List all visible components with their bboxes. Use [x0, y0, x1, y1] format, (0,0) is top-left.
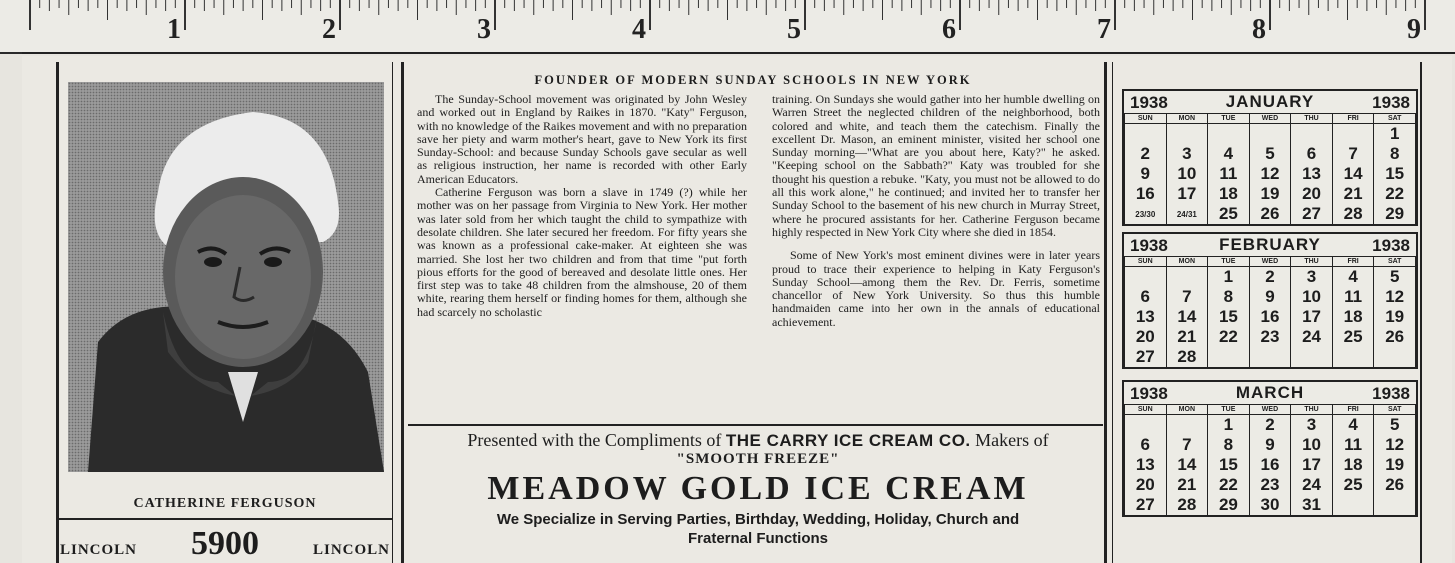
calendar-week: [1125, 164, 1416, 184]
calendar-header: [1124, 234, 1416, 256]
weekday-label: MON: [1166, 405, 1208, 415]
calendar-day: [1208, 124, 1250, 145]
weekday-label: FRI: [1332, 114, 1374, 124]
calendar-week: [1125, 435, 1416, 455]
calendar-week: [1125, 184, 1416, 204]
calendar-day: 25: [1332, 327, 1374, 347]
calendar-day: 3: [1166, 144, 1208, 164]
calendar-day: 19: [1249, 184, 1291, 204]
calendar-day: 29: [1374, 204, 1416, 224]
top-border: [22, 52, 1455, 54]
calendar-day: 6: [1125, 287, 1167, 307]
calendar-day: 25: [1208, 204, 1250, 224]
phone-number: 5900: [191, 525, 259, 562]
calendar-day: 14: [1332, 164, 1374, 184]
calendar-month: MARCH: [1235, 383, 1305, 402]
calendar-day: 2: [1249, 415, 1291, 436]
weekday-label: SUN: [1125, 257, 1167, 267]
weekday-label: SAT: [1374, 114, 1416, 124]
calendar-month: FEBRUARY: [1219, 235, 1321, 254]
weekday-label: THU: [1291, 114, 1333, 124]
calendar-week: [1125, 347, 1416, 367]
ad-specialize: [408, 510, 1108, 548]
calendar-day: 6: [1125, 435, 1167, 455]
ad-tagline: "SMOOTH FREEZE": [676, 451, 840, 467]
calendar-day: 7: [1166, 435, 1208, 455]
calendar-day: 14: [1166, 307, 1208, 327]
calendar-day: 28: [1332, 204, 1374, 224]
calendar-week: [1125, 124, 1416, 145]
calendar-day: 25: [1332, 475, 1374, 495]
ad-divider: [408, 424, 1103, 426]
calendar-day: 18: [1332, 307, 1374, 327]
calendar-day: 30: [1249, 495, 1291, 515]
calendar-grid: [1124, 113, 1416, 224]
weekday-label: WED: [1249, 114, 1291, 124]
calendar-day: 5: [1374, 267, 1416, 288]
calendar-year: 1938: [1130, 236, 1168, 255]
calendar-year: 1938: [1372, 236, 1410, 255]
calendar-day: 23: [1249, 327, 1291, 347]
month-calendar-january: [1122, 89, 1418, 226]
calendar-day: 21: [1332, 184, 1374, 204]
calendar-day: 2: [1125, 144, 1167, 164]
calendar-day: 12: [1249, 164, 1291, 184]
calendar-day: 10: [1291, 287, 1333, 307]
calendar-year: 1938: [1130, 93, 1168, 112]
weekday-label: TUE: [1208, 405, 1250, 415]
calendar-day: 21: [1166, 475, 1208, 495]
phone-line: [60, 525, 390, 563]
calendar-day: 3: [1291, 415, 1333, 436]
calendar-day: 20: [1125, 475, 1167, 495]
ad-makers-text: Makers of: [975, 430, 1049, 450]
article-paragraph: training. On Sundays she would gather into her humble dwelling on Warren Street the neglected children of the neighborhood, both colored and white, and teach them the catechism. Finally the excellent Dr. Mason, an eminent minister, visited her school one Sunday morning—"What are you about here, Katy?" he asked. "Keeping school on the Sabbath?" Katy was troubled for she thought his question a rebuke. "Katy, you must not be allowed to do all this work alone," he continued; and invited her to transfer her Sunday School to the basement of his new church in Murray Street, where he procured assistants for her. Catherine Ferguson became highly respected in New York City where she died in 1854.: [772, 92, 1100, 239]
calendar-day: 15: [1374, 164, 1416, 184]
ruler-ticks: [0, 0, 1455, 52]
calendar-day: 26: [1374, 327, 1416, 347]
weekday-label: WED: [1249, 405, 1291, 415]
calendar-day: [1291, 347, 1333, 367]
weekday-label: SUN: [1125, 405, 1167, 415]
calendar-day: [1374, 347, 1416, 367]
article-column-2: [772, 93, 1100, 329]
calendar-day: 1: [1208, 415, 1250, 436]
calendar-day: [1249, 124, 1291, 145]
weekday-label: THU: [1291, 257, 1333, 267]
calendar-day: 19: [1374, 455, 1416, 475]
calendar-day: 5: [1249, 144, 1291, 164]
calendar-week: [1125, 144, 1416, 164]
calendar-day: 18: [1332, 455, 1374, 475]
calendar-day: 22: [1374, 184, 1416, 204]
calendar-day: [1166, 267, 1208, 288]
calendar-day: 24/31: [1166, 204, 1208, 224]
advertisement: [408, 430, 1108, 548]
calendar-day: 9: [1125, 164, 1167, 184]
calendar-day: 31: [1291, 495, 1333, 515]
ad-company-name: THE CARRY ICE CREAM CO.: [725, 431, 971, 450]
ad-specialize-line-2: Fraternal Functions: [687, 530, 829, 547]
calendar-day: [1166, 415, 1208, 436]
calendar-divider: [1112, 62, 1113, 563]
calendar-header: [1124, 91, 1416, 113]
portrait-caption: CATHERINE FERGUSON: [133, 496, 317, 511]
calendar-day: 22: [1208, 327, 1250, 347]
calendar-day: 4: [1208, 144, 1250, 164]
calendar-week: [1125, 204, 1416, 224]
calendar-day: [1332, 124, 1374, 145]
calendar-day: 26: [1249, 204, 1291, 224]
weekday-label: WED: [1249, 257, 1291, 267]
calendar-day: 23: [1249, 475, 1291, 495]
calendar-day: 22: [1208, 475, 1250, 495]
weekday-label: SAT: [1374, 405, 1416, 415]
calendar-week: [1125, 475, 1416, 495]
calendar-day: 20: [1291, 184, 1333, 204]
calendar-day: 13: [1125, 307, 1167, 327]
calendar-day: 15: [1208, 307, 1250, 327]
portrait-image: [68, 82, 384, 472]
calendar-day: [1125, 267, 1167, 288]
calendar-day: [1166, 124, 1208, 145]
ruler-number: 4: [632, 14, 646, 45]
calendar-year: 1938: [1372, 93, 1410, 112]
calendar-day: 8: [1374, 144, 1416, 164]
calendar-year: 1938: [1130, 384, 1168, 403]
weekday-label: MON: [1166, 114, 1208, 124]
calendar-day: [1208, 347, 1250, 367]
ad-presented-line: [408, 430, 1108, 451]
ruler-number: 3: [477, 14, 491, 45]
calendar-day: 1: [1374, 124, 1416, 145]
ruler-number: 7: [1097, 14, 1111, 45]
calendar-day: 11: [1332, 435, 1374, 455]
calendar-day: 1: [1208, 267, 1250, 288]
portrait-drawing: [68, 82, 384, 472]
calendar-day: [1125, 415, 1167, 436]
ruler-number: 1: [167, 14, 181, 45]
calendar-day: [1332, 495, 1374, 515]
right-border: [1420, 62, 1422, 563]
ruler-number: 5: [787, 14, 801, 45]
calendar-day: 27: [1125, 347, 1167, 367]
calendar-day: [1249, 347, 1291, 367]
calendar-day: 28: [1166, 347, 1208, 367]
calendar-day: 12: [1374, 287, 1416, 307]
article-paragraph: The Sunday-School movement was originated by John Wesley and worked out in England by Raikes in 1870. "Katy" Ferguson, with no knowledge of the Raikes movement and with no preparation save her piety and warm mother's heart, gave to New York its first Sunday-School: and because Sunday Schools gave secular as well as religious instruction, her name is recorded with other Early American Educators.: [417, 92, 747, 186]
calendar-day: 4: [1332, 415, 1374, 436]
ad-presented-text: Presented with the Compliments of: [467, 430, 722, 450]
weekday-label: SAT: [1374, 257, 1416, 267]
calendar-day: [1332, 347, 1374, 367]
calendar-day: 3: [1291, 267, 1333, 288]
calendar-day: 29: [1208, 495, 1250, 515]
calendar-day: 8: [1208, 435, 1250, 455]
ruler-number: 8: [1252, 14, 1266, 45]
calendar-day: 6: [1291, 144, 1333, 164]
calendar-day: 20: [1125, 327, 1167, 347]
calendar-day: 5: [1374, 415, 1416, 436]
calendar-week: [1125, 415, 1416, 436]
ad-brand: MEADOW GOLD ICE CREAM: [487, 470, 1029, 507]
calendar-day: 17: [1291, 307, 1333, 327]
calendar-day: 13: [1125, 455, 1167, 475]
month-calendar-march: [1122, 380, 1418, 517]
calendar-day: 13: [1291, 164, 1333, 184]
ruler-number: 2: [322, 14, 336, 45]
weekday-label: THU: [1291, 405, 1333, 415]
calendar-day: 27: [1125, 495, 1167, 515]
calendar-day: 8: [1208, 287, 1250, 307]
calendar-day: 10: [1291, 435, 1333, 455]
calendar-day: 7: [1166, 287, 1208, 307]
portrait-divider: [392, 62, 393, 563]
calendar-header: [1124, 382, 1416, 404]
calendar-day: 27: [1291, 204, 1333, 224]
ad-specialize-line-1: We Specialize in Serving Parties, Birthday, Wedding, Holiday, Church and: [496, 511, 1020, 528]
article-column-1: [417, 93, 747, 319]
calendar-week: [1125, 307, 1416, 327]
calendar-day: 15: [1208, 455, 1250, 475]
calendar-day: 14: [1166, 455, 1208, 475]
calendar-week: [1125, 455, 1416, 475]
calendar-day: 16: [1125, 184, 1167, 204]
ruler: [0, 0, 1455, 54]
calendar-week: [1125, 327, 1416, 347]
weekday-label: FRI: [1332, 257, 1374, 267]
calendar-year: 1938: [1372, 384, 1410, 403]
calendar-day: 11: [1332, 287, 1374, 307]
calendar-day: 16: [1249, 455, 1291, 475]
calendar-week: [1125, 267, 1416, 288]
article-left-border: [401, 62, 404, 563]
weekday-label: TUE: [1208, 114, 1250, 124]
ruler-number: 9: [1407, 14, 1421, 45]
phone-exchange-left: LINCOLN: [60, 542, 138, 558]
calendar-day: [1291, 124, 1333, 145]
weekday-label: MON: [1166, 257, 1208, 267]
calendar-day: 17: [1166, 184, 1208, 204]
weekday-label: SUN: [1125, 114, 1167, 124]
calendar-month: JANUARY: [1225, 92, 1315, 111]
calendar-day: [1374, 495, 1416, 515]
calendar-day: 7: [1332, 144, 1374, 164]
article-title: FOUNDER OF MODERN SUNDAY SCHOOLS IN NEW YORK: [534, 73, 972, 87]
calendar-day: 26: [1374, 475, 1416, 495]
left-border: [56, 62, 59, 563]
article-paragraph: Catherine Ferguson was born a slave in 1749 (?) while her mother was on her passage from Virginia to New York. Her mother was later sold from her which taught the child to sympathize with desolate children. She later secured her freedom. For fifty years she was known as a professional cake-maker. At eighteen she was married. She lost her two children and from that time "put forth pious efforts for the good of bereaved and desolate little ones. Her first step was to take 48 children from the almshouse, 20 of them white, rearing them herself or finding homes for them, although she had scarcely no scholastic: [417, 185, 747, 319]
calendar-day: 18: [1208, 184, 1250, 204]
calendar-day: 9: [1249, 287, 1291, 307]
weekday-label: TUE: [1208, 257, 1250, 267]
calendar-day: 23/30: [1125, 204, 1167, 224]
phone-divider: [56, 518, 392, 520]
calendar-grid: [1124, 404, 1416, 515]
calendar-day: 9: [1249, 435, 1291, 455]
calendar-day: 28: [1166, 495, 1208, 515]
calendar-day: 16: [1249, 307, 1291, 327]
calendar-day: 2: [1249, 267, 1291, 288]
calendar-day: [1125, 124, 1167, 145]
calendar-day: 10: [1166, 164, 1208, 184]
calendar-day: 24: [1291, 475, 1333, 495]
weekday-label: FRI: [1332, 405, 1374, 415]
calendar-grid: [1124, 256, 1416, 367]
calendar-day: 12: [1374, 435, 1416, 455]
article-paragraph: Some of New York's most eminent divines were in later years proud to trace their experience to helping in Katy Ferguson's Sunday School—among them the Rev. Dr. Ferris, sometime chancellor of New York University. So thus this humble handmaiden came into her own in the annals of educational achievement.: [772, 248, 1100, 329]
ruler-number: 6: [942, 14, 956, 45]
calendar-day: 4: [1332, 267, 1374, 288]
calendar-day: 17: [1291, 455, 1333, 475]
phone-exchange-right: LINCOLN: [312, 542, 390, 558]
calendar-week: [1125, 495, 1416, 515]
calendar-day: 19: [1374, 307, 1416, 327]
month-calendar-february: [1122, 232, 1418, 369]
calendar-week: [1125, 287, 1416, 307]
calendar-day: 24: [1291, 327, 1333, 347]
calendar-day: 21: [1166, 327, 1208, 347]
calendar-day: 11: [1208, 164, 1250, 184]
